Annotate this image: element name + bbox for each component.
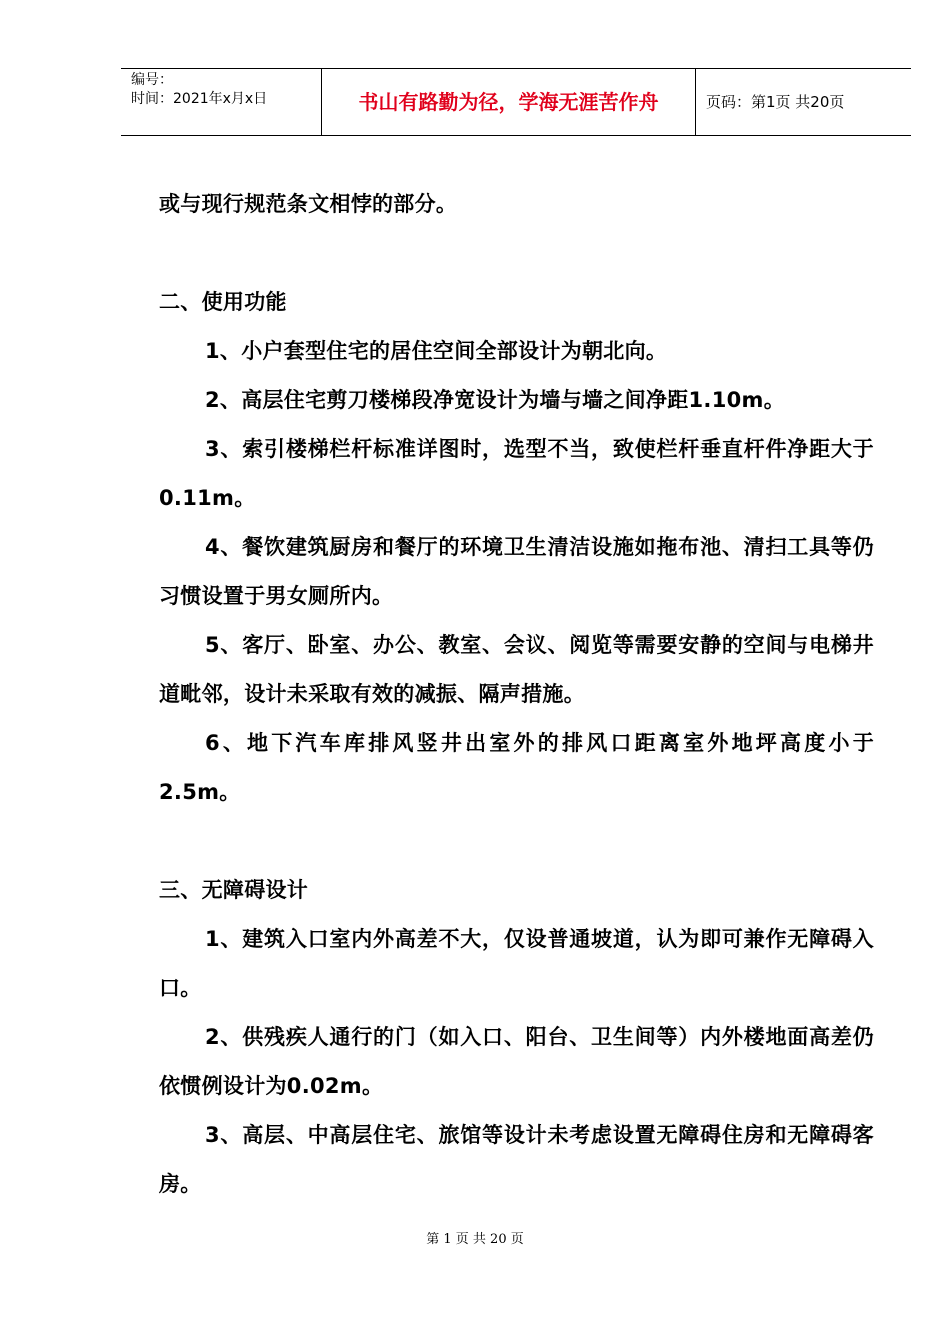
header-page-info: 页码：第1页 共20页 (706, 93, 845, 111)
document-body (159, 180, 874, 1209)
list-item: 4、餐饮建筑厨房和餐厅的环境卫生清洁设施如拖布池、清扫工具等仍习惯设置于男女厕所内。 (159, 535, 874, 608)
list-item: 5、客厅、卧室、办公、教室、会议、阅览等需要安静的空间与电梯井道毗邻，设计未采取有效的减振、隔声措施。 (159, 633, 874, 706)
header-meta-cell (121, 69, 322, 135)
header-motto: 书山有路勤为径，学海无涯苦作舟 (322, 69, 696, 135)
section-heading-accessibility: 三、无障碍设计 (159, 878, 309, 902)
page-header-table (121, 68, 911, 136)
list-item: 2、高层住宅剪刀楼梯段净宽设计为墙与墙之间净距1.10m。 (205, 388, 786, 412)
list-item: 1、建筑入口室内外高差不大，仅设普通坡道，认为即可兼作无障碍入口。 (159, 927, 874, 1000)
list-item: 6、地下汽车库排风竖井出室外的排风口距离室外地坪高度小于2.5m。 (159, 731, 874, 804)
time-label: 时间：2021年x月x日 (131, 91, 268, 107)
list-item: 2、供残疾人通行的门（如入口、阳台、卫生间等）内外楼地面高差仍依惯例设计为0.02m。 (159, 1025, 874, 1098)
section-heading-usage: 二、使用功能 (159, 290, 287, 314)
serial-number-label: 编号： (131, 72, 173, 88)
list-item: 3、索引楼梯栏杆标准详图时，选型不当，致使栏杆垂直杆件净距大于0.11m。 (159, 437, 874, 510)
list-item: 3、高层、中高层住宅、旅馆等设计未考虑设置无障碍住房和无障碍客房。 (159, 1123, 874, 1196)
list-item: 1、小户套型住宅的居住空间全部设计为朝北向。 (205, 339, 668, 363)
intro-paragraph: 或与现行规范条文相悖的部分。 (159, 192, 458, 216)
page-footer: 第 1 页 共 20 页 (426, 1232, 524, 1247)
